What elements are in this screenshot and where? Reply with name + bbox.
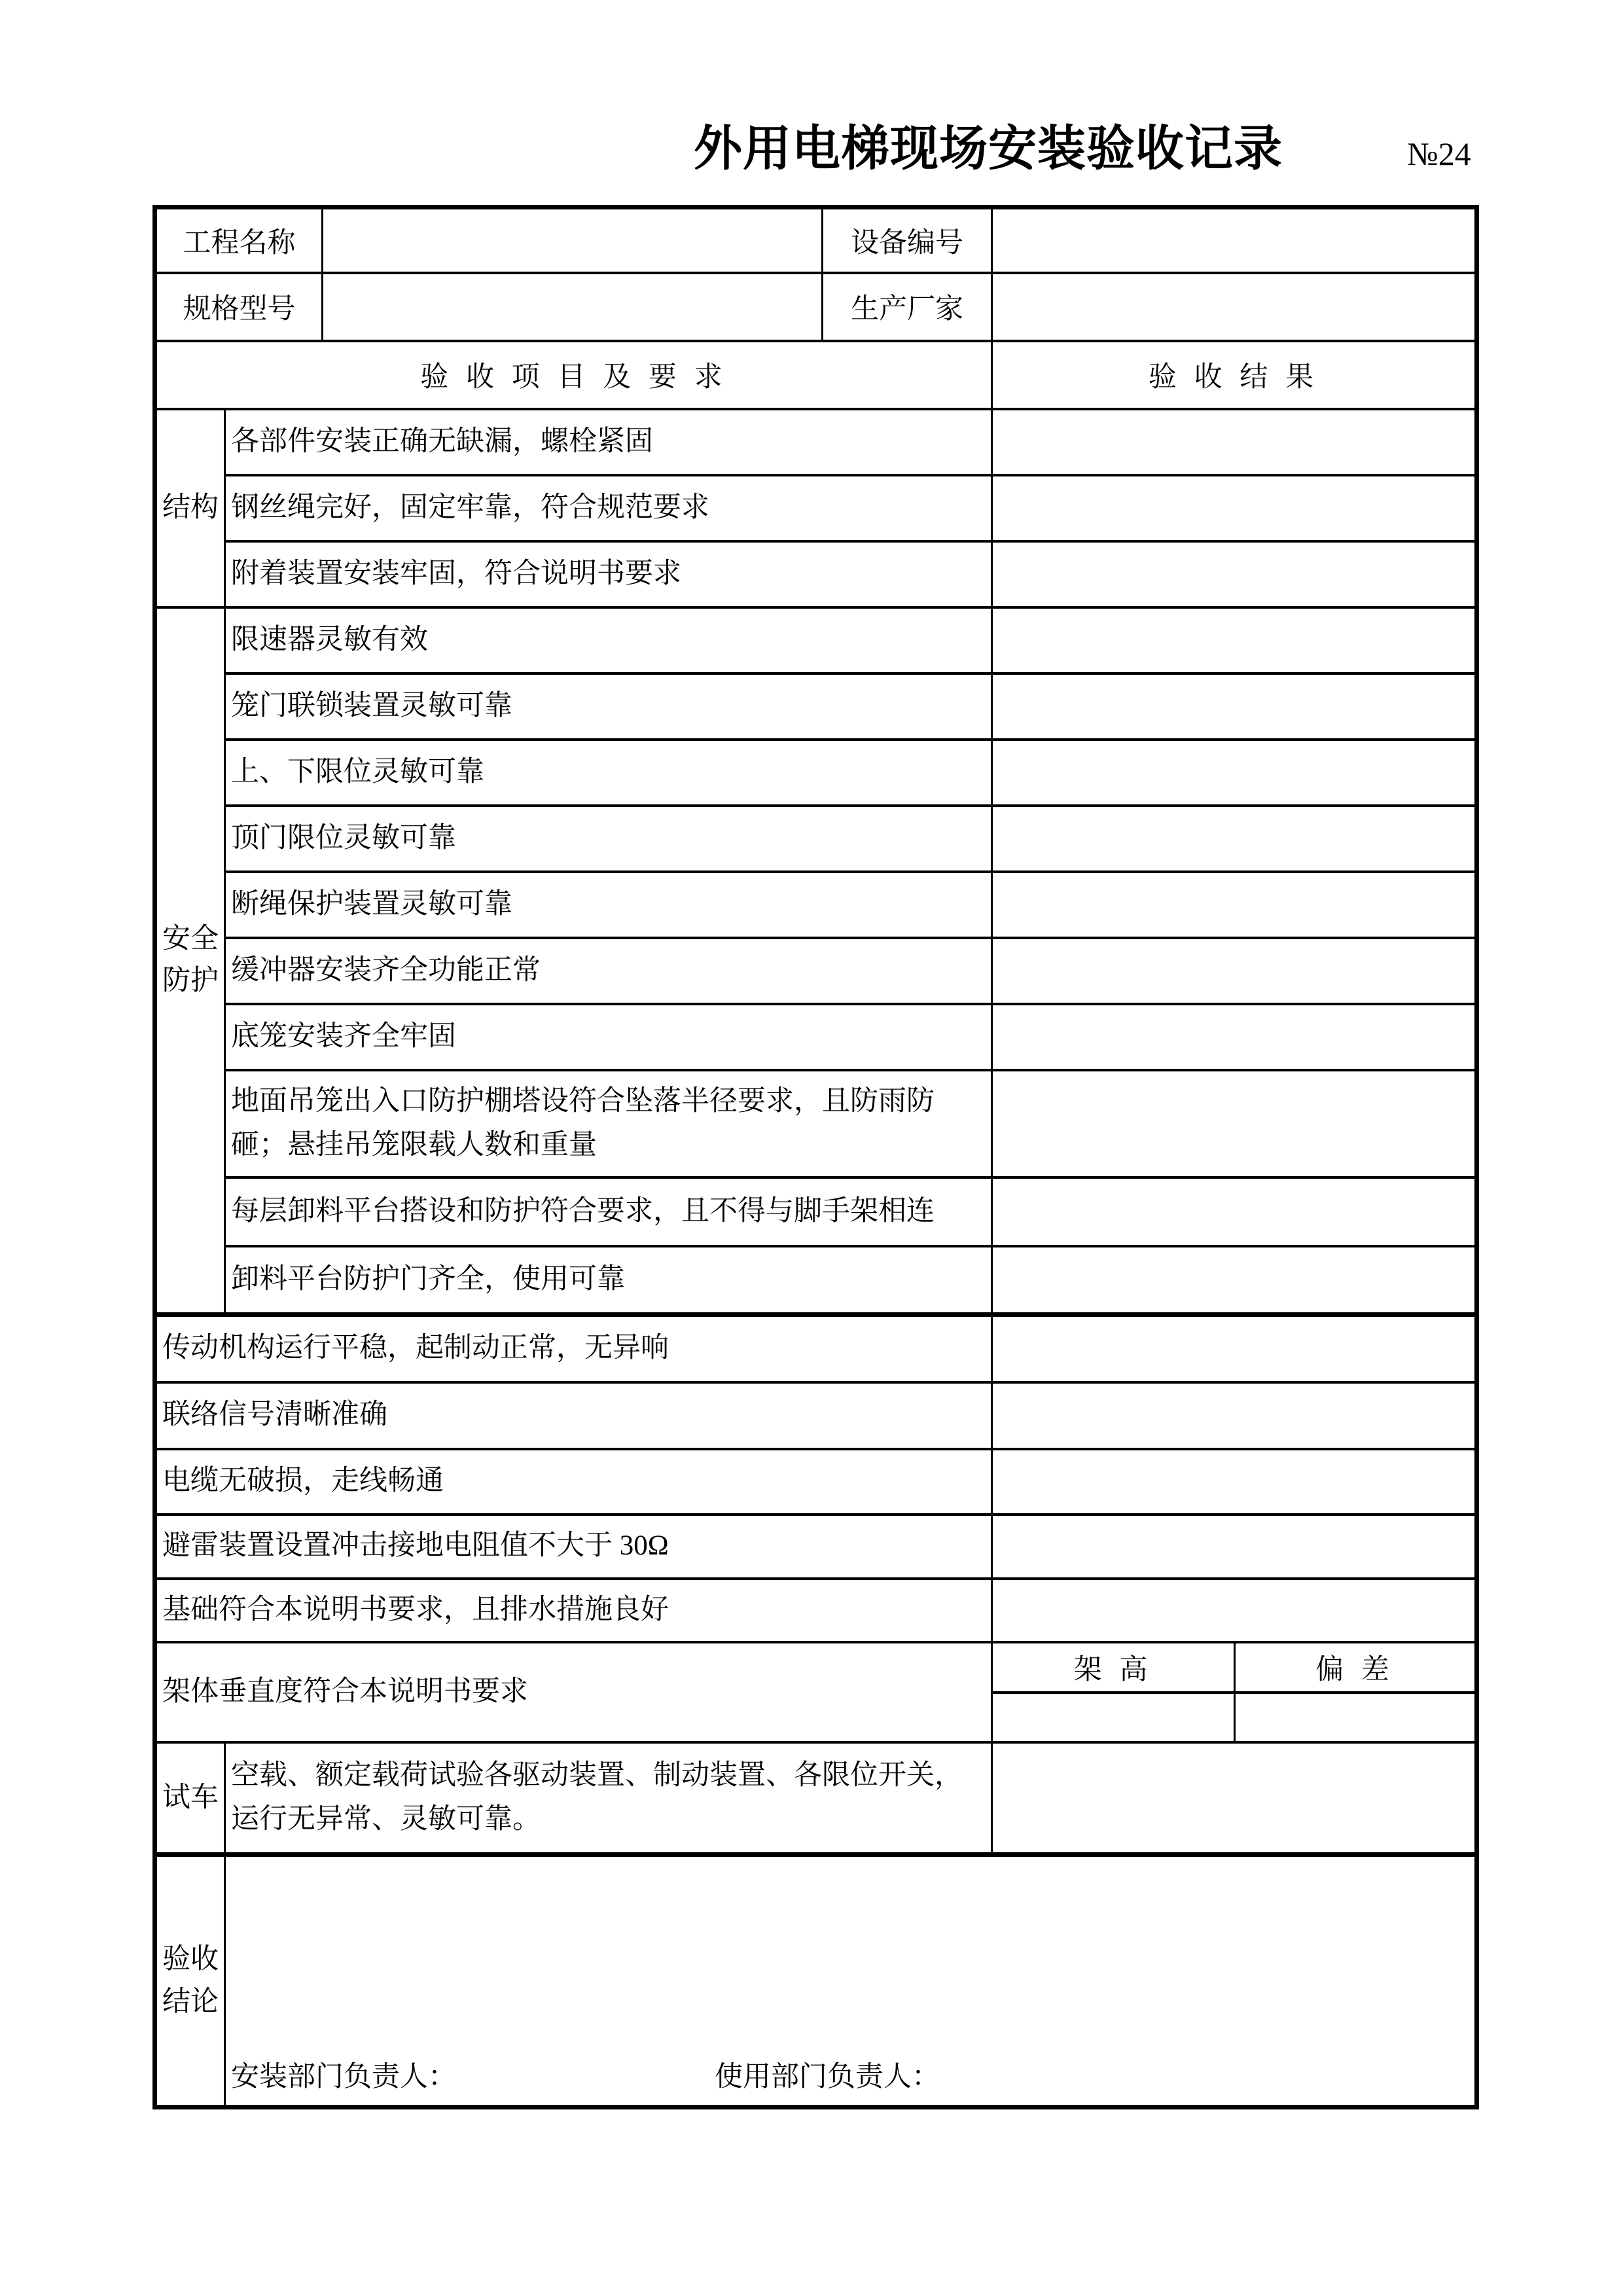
- result-cell[interactable]: [992, 541, 1477, 607]
- frame-height-value[interactable]: [992, 1693, 1235, 1742]
- requirement-cell: 附着装置安装牢固，符合说明书要求: [225, 541, 992, 607]
- table-row: [155, 673, 1477, 740]
- page-title: 外用电梯现场安装验收记录: [694, 122, 1283, 176]
- group-label-safety: [155, 607, 225, 1315]
- requirement-cell: 空载、额定载荷试验各驱动装置、制动装置、各限位开关，运行无异常、灵敏可靠。: [225, 1742, 992, 1855]
- table-row: [155, 1579, 1477, 1642]
- requirement-cell: 避雷装置设置冲击接地电阻值不大于 30Ω: [155, 1515, 992, 1579]
- acceptance-form-table: [152, 205, 1479, 2109]
- result-cell[interactable]: [992, 1579, 1477, 1642]
- table-row: [155, 806, 1477, 872]
- result-cell[interactable]: [992, 1515, 1477, 1579]
- result-cell[interactable]: [992, 806, 1477, 872]
- use-dept-signature-label: 使用部门负责人：: [715, 2062, 940, 2092]
- requirement-cell: 传动机构运行平稳，起制动正常，无异响: [155, 1315, 992, 1382]
- table-row: [155, 1515, 1477, 1579]
- table-row: [155, 607, 1477, 673]
- table-row: [155, 1315, 1477, 1382]
- requirement-cell: 各部件安装正确无缺漏，螺栓紧固: [225, 409, 992, 475]
- result-cell[interactable]: [992, 1742, 1477, 1855]
- group-label-safety-line2: 防护: [162, 965, 219, 997]
- device-number-label: 设备编号: [823, 207, 992, 273]
- requirement-cell: 电缆无破损，走线畅通: [155, 1449, 992, 1515]
- conclusion-area[interactable]: [225, 1855, 1477, 2108]
- manufacturer-label: 生产厂家: [823, 273, 992, 341]
- result-cell[interactable]: [992, 740, 1477, 806]
- group-label-safety-line1: 安全: [162, 923, 219, 954]
- project-name-label: 工程名称: [155, 207, 323, 273]
- result-cell[interactable]: [992, 1177, 1477, 1246]
- result-cell[interactable]: [992, 673, 1477, 740]
- result-cell[interactable]: [992, 475, 1477, 541]
- frame-height-header: 架 高: [992, 1642, 1235, 1693]
- result-cell[interactable]: [992, 872, 1477, 938]
- deviation-value[interactable]: [1235, 1693, 1477, 1742]
- result-header: 验 收 结 果: [992, 341, 1477, 409]
- result-cell[interactable]: [992, 1315, 1477, 1382]
- table-row: [155, 1449, 1477, 1515]
- requirement-cell: 联络信号清晰准确: [155, 1382, 992, 1449]
- table-row: [155, 475, 1477, 541]
- requirement-cell: 顶门限位灵敏可靠: [225, 806, 992, 872]
- result-cell[interactable]: [992, 409, 1477, 475]
- group-label-structure: 结构: [155, 409, 225, 607]
- requirement-cell: 架体垂直度符合本说明书要求: [155, 1642, 992, 1742]
- spec-model-label: 规格型号: [155, 273, 323, 341]
- result-cell[interactable]: [992, 607, 1477, 673]
- manufacturer-value[interactable]: [992, 273, 1477, 341]
- result-cell[interactable]: [992, 1382, 1477, 1449]
- requirement-cell: 基础符合本说明书要求，且排水措施良好: [155, 1579, 992, 1642]
- info-row: [155, 207, 1477, 273]
- requirement-cell: 笼门联锁装置灵敏可靠: [225, 673, 992, 740]
- device-number-value[interactable]: [992, 207, 1477, 273]
- table-row: [155, 1382, 1477, 1449]
- result-cell[interactable]: [992, 1246, 1477, 1315]
- conclusion-row: [155, 1855, 1477, 2108]
- requirement-cell: 卸料平台防护门齐全，使用可靠: [225, 1246, 992, 1315]
- requirement-cell: 断绳保护装置灵敏可靠: [225, 872, 992, 938]
- info-row: [155, 273, 1477, 341]
- spec-model-value[interactable]: [323, 273, 823, 341]
- requirement-cell: 上、下限位灵敏可靠: [225, 740, 992, 806]
- project-name-value[interactable]: [323, 207, 823, 273]
- requirement-cell: 地面吊笼出入口防护棚塔设符合坠落半径要求，且防雨防砸；悬挂吊笼限载人数和重量: [225, 1070, 992, 1177]
- result-cell[interactable]: [992, 1004, 1477, 1070]
- table-row: [155, 938, 1477, 1004]
- requirement-cell: 限速器灵敏有效: [225, 607, 992, 673]
- result-cell[interactable]: [992, 1070, 1477, 1177]
- requirement-cell: 缓冲器安装齐全功能正常: [225, 938, 992, 1004]
- table-row: [155, 1642, 1477, 1693]
- items-header: 验 收 项 目 及 要 求: [155, 341, 992, 409]
- group-label-test-run: 试车: [155, 1742, 225, 1855]
- result-cell[interactable]: [992, 938, 1477, 1004]
- install-dept-signature-label: 安装部门负责人：: [231, 2062, 456, 2092]
- table-row: [155, 740, 1477, 806]
- table-row: [155, 1004, 1477, 1070]
- requirement-cell: 底笼安装齐全牢固: [225, 1004, 992, 1070]
- table-row: [155, 1070, 1477, 1177]
- table-row: [155, 872, 1477, 938]
- group-label-conclusion-line1: 验收: [162, 1944, 219, 1975]
- deviation-header: 偏 差: [1235, 1642, 1477, 1693]
- doc-number: №24: [1407, 135, 1471, 172]
- table-row: [155, 1246, 1477, 1315]
- table-row: [155, 541, 1477, 607]
- group-label-conclusion: [155, 1855, 225, 2108]
- table-row: [155, 1742, 1477, 1855]
- group-label-conclusion-line2: 结论: [162, 1986, 219, 2017]
- table-row: [155, 409, 1477, 475]
- requirement-cell: 钢丝绳完好，固定牢靠，符合规范要求: [225, 475, 992, 541]
- requirement-cell: 每层卸料平台搭设和防护符合要求，且不得与脚手架相连: [225, 1177, 992, 1246]
- table-row: [155, 1177, 1477, 1246]
- result-cell[interactable]: [992, 1449, 1477, 1515]
- header-row: [155, 341, 1477, 409]
